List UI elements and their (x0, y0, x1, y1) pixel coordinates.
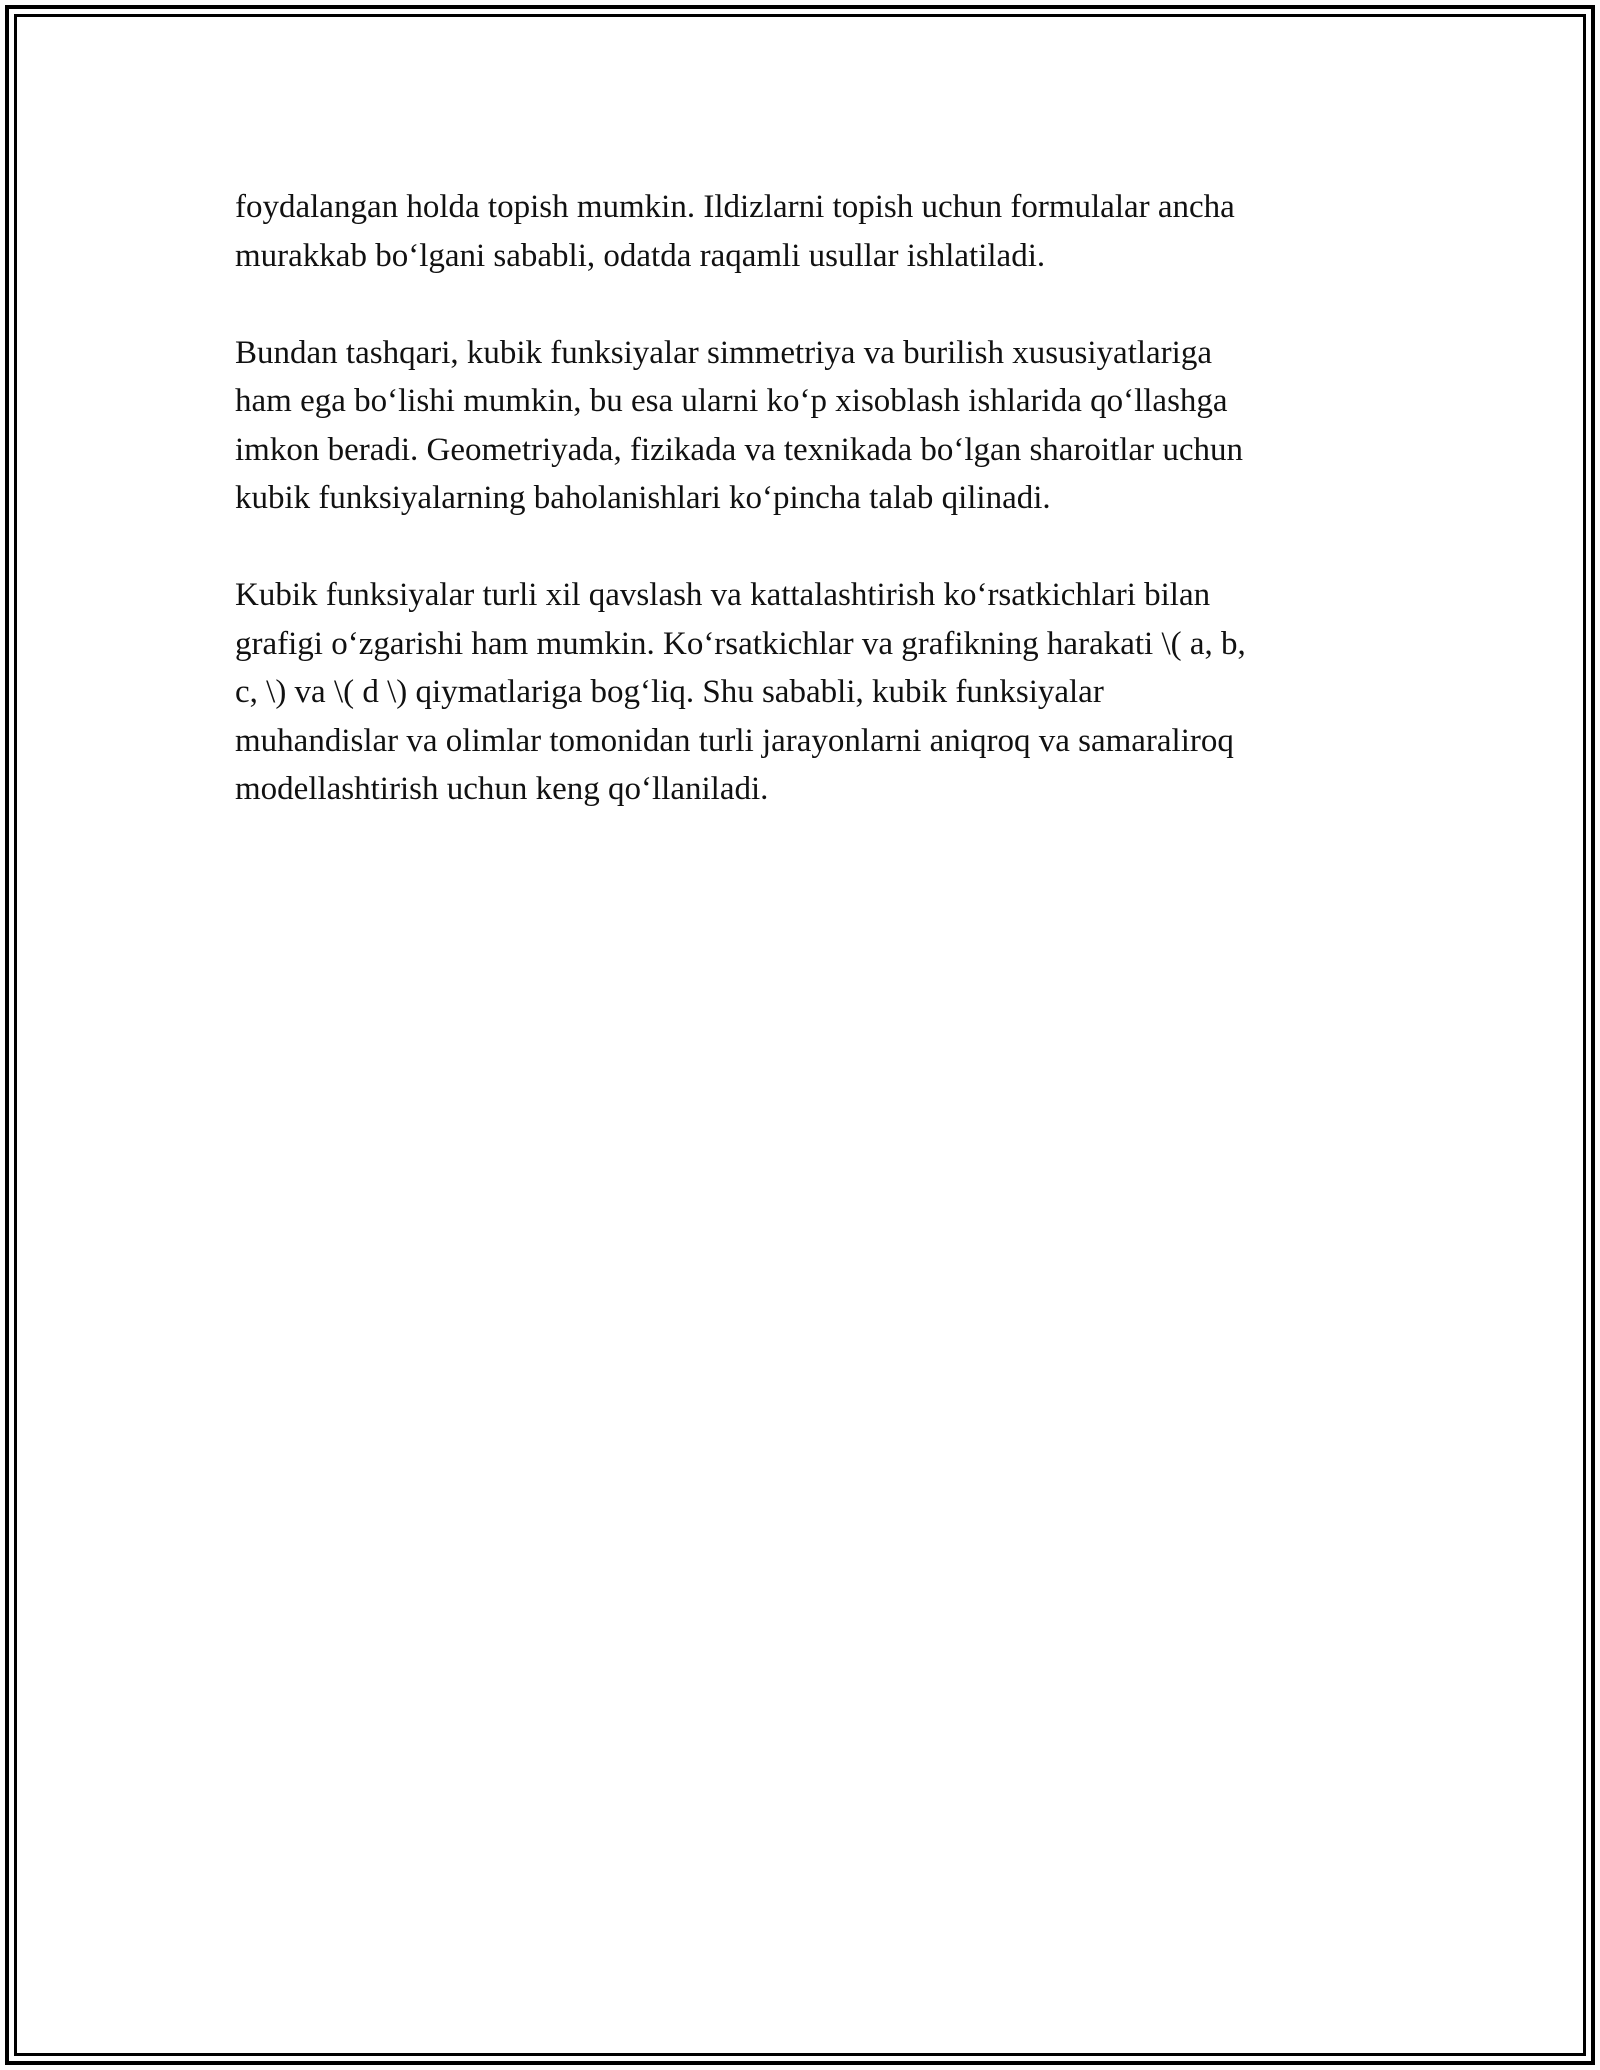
paragraph-2: Bundan tashqari, kubik funksiyalar simmetriya va burilish xususiyatlariga ham ega bo‘lishi mumkin, bu esa ularni ko‘p xisoblash ishlarida qo‘llashga imkon beradi. Geometriyada, fizikada va texnikada bo‘lgan sharoitlar uchun kubik funksiyalarning baholanishlari ko‘pincha talab qilinadi. (235, 334, 1243, 516)
paragraph-3: Kubik funksiyalar turli xil qavslash va kattalashtirish ko‘rsatkichlari bilan grafigi o‘zgarishi ham mumkin. Ko‘rsatkichlar va grafikning harakati \( a, b, c, \) va \( d \) qiymatlariga bog‘liq. Shu sababli, kubik funksiyalar muhandislar va olimlar tomonidan turli jarayonlarni aniqroq va samaraliroq modellashtirish uchun keng qo‘llaniladi. (235, 577, 1246, 807)
document-body (235, 183, 1375, 862)
paragraph-1: foydalangan holda topish mumkin. Ildizlarni topish uchun formulalar ancha murakkab bo‘lgani sababli, odatda raqamli usullar ishlatiladi. (235, 189, 1235, 274)
